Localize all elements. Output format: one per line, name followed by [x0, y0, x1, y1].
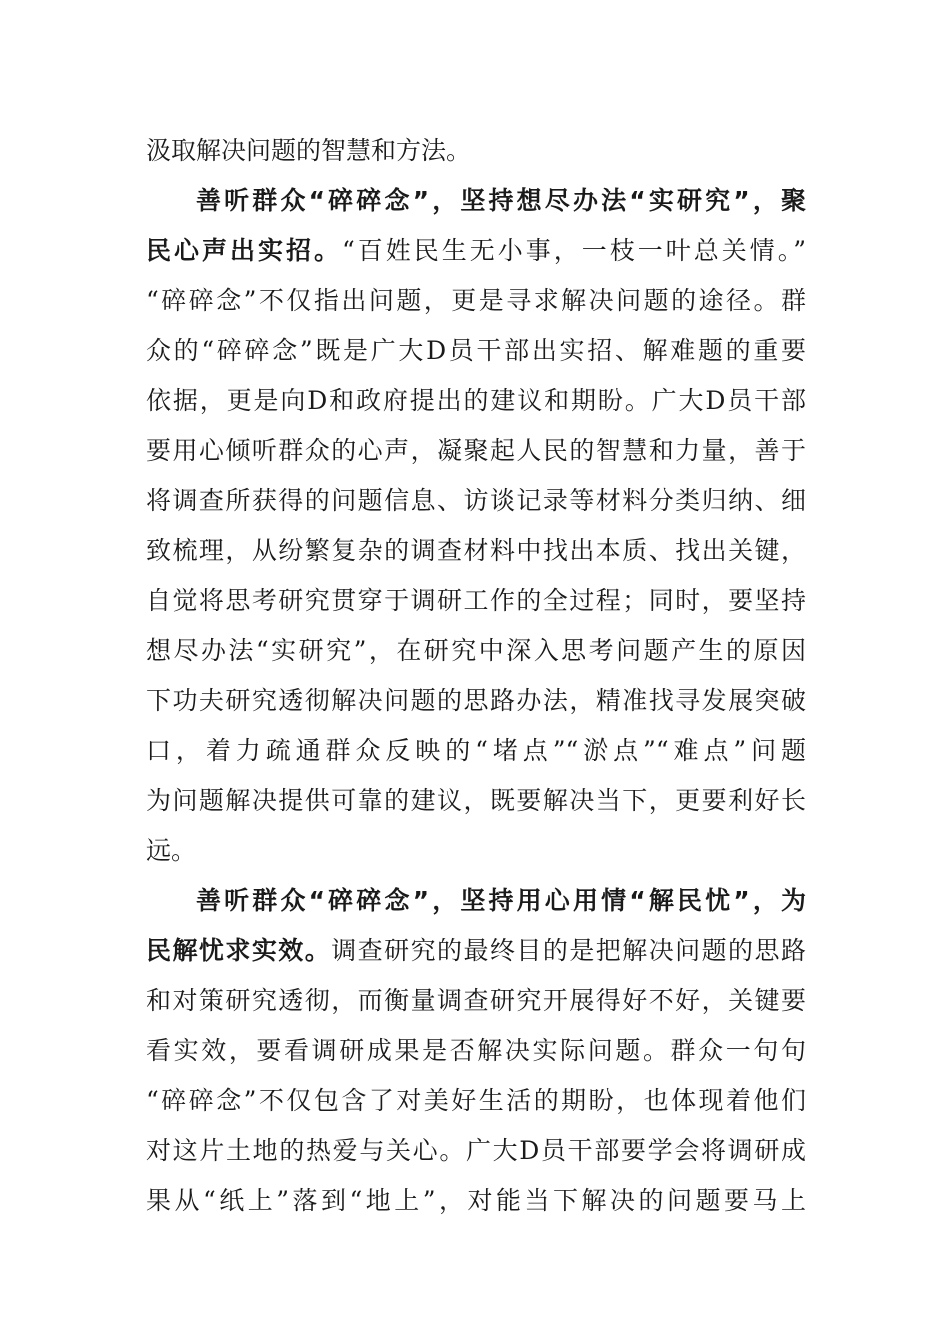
paragraph-2-line-3: “碎碎念”不仅指出问题，更是寻求解决问题的途径。群 [146, 286, 806, 315]
paragraph-2-line-10: 想尽办法“实研究”，在研究中深入思考问题产生的原因 [146, 636, 806, 665]
paragraph-2-line-4: 众的“碎碎念”既是广大D员干部出实招、解难题的重要 [146, 336, 806, 365]
paragraph-3-line-5: “碎碎念”不仅包含了对美好生活的期盼，也体现着他们 [146, 1086, 806, 1115]
paragraph-3-line-6: 对这片土地的热爱与关心。广大D员干部要学会将调研成 [146, 1136, 806, 1165]
paragraph-3-line-2 [146, 926, 806, 976]
paragraph-2-heading: 善听群众“碎碎念”，坚持想尽办法“实研究”，聚 [196, 186, 806, 215]
paragraph-3-body-start: 调查研究的最终目的是把解决问题的思路 [331, 936, 806, 965]
paragraph-2-line-8: 致梳理，从纷繁复杂的调查材料中找出本质、找出关键， [146, 536, 806, 565]
paragraph-3-heading: 善听群众“碎碎念”，坚持用心用情“解民忧”，为 [196, 886, 806, 915]
paragraph-3-heading-end: 民解忧求实效。 [146, 936, 332, 965]
paragraph-3-line-3: 和对策研究透彻，而衡量调查研究开展得好不好，关键要 [146, 986, 806, 1015]
paragraph-1-line-1: 汲取解决问题的智慧和方法。 [146, 136, 472, 165]
paragraph-2-line-6: 要用心倾听群众的心声，凝聚起人民的智慧和力量，善于 [146, 436, 806, 465]
paragraph-3-line-7: 果从“纸上”落到“地上”，对能当下解决的问题要马上 [146, 1186, 806, 1215]
paragraph-2-line-5: 依据，更是向D和政府提出的建议和期盼。广大D员干部 [146, 386, 806, 415]
paragraph-3-line-4: 看实效，要看调研成果是否解决实际问题。群众一句句 [146, 1036, 806, 1065]
paragraph-3-line-1 [146, 876, 806, 926]
document-page [146, 126, 806, 1226]
paragraph-2-quote: “百姓民生无小事，一枝一叶总关情。” [341, 236, 806, 265]
paragraph-2-line-7: 将调查所获得的问题信息、访谈记录等材料分类归纳、细 [146, 486, 806, 515]
paragraph-2-line-14: 远。 [146, 836, 197, 865]
paragraph-2-heading-end: 民心声出实招。 [146, 236, 342, 265]
paragraph-2-line-9: 自觉将思考研究贯穿于调研工作的全过程；同时，要坚持 [146, 586, 806, 615]
paragraph-2-line-13: 为问题解决提供可靠的建议，既要解决当下，更要利好长 [146, 786, 806, 815]
paragraph-2-line-1 [146, 176, 806, 226]
paragraph-2-line-11: 下功夫研究透彻解决问题的思路办法，精准找寻发展突破 [146, 686, 806, 715]
paragraph-2-line-2 [146, 226, 806, 276]
paragraph-2-line-12: 口，着力疏通群众反映的“堵点”“淤点”“难点”问题 [146, 736, 806, 765]
